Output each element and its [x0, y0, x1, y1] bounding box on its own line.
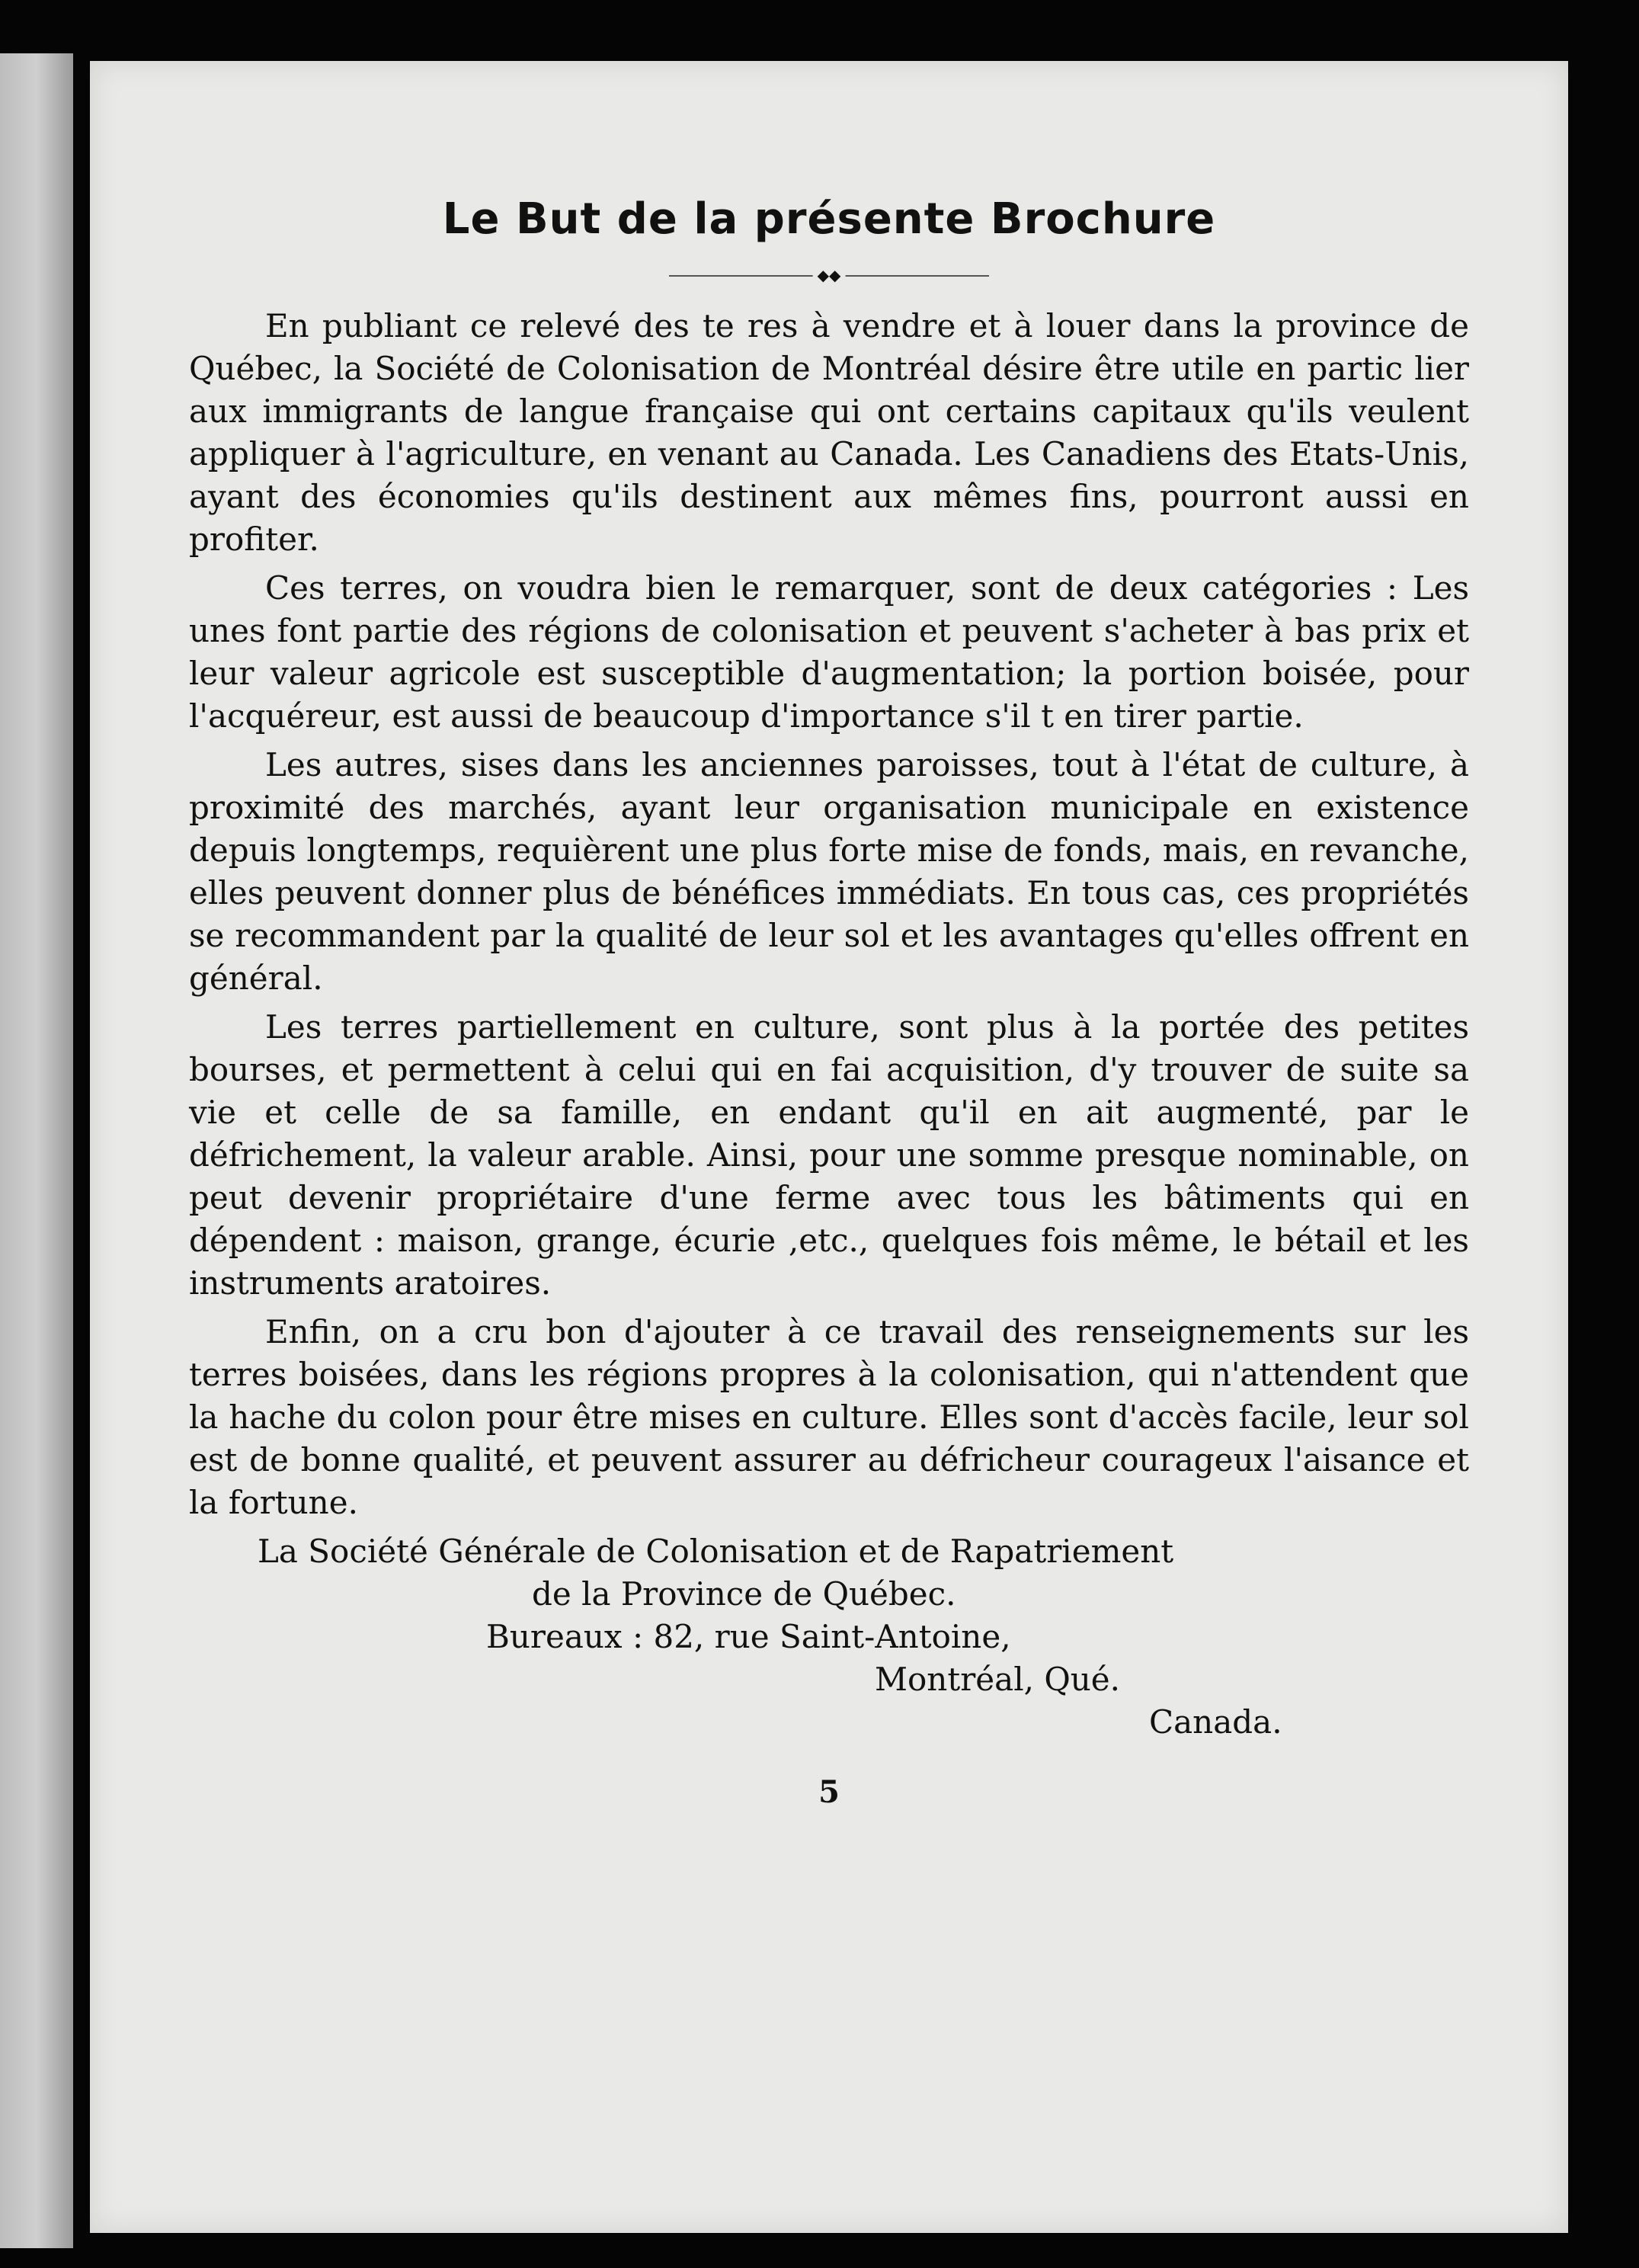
document-page	[90, 61, 1568, 2233]
page-content	[189, 194, 1469, 1810]
signature-province: de la Province de Québec.	[532, 1575, 956, 1613]
signature-city: Montréal, Qué.	[875, 1661, 1121, 1698]
paragraph-1: En publiant ce relevé des te res à vendre et à louer dans la province de Québec, la Société de Colonisation de Montréal désire être utile en partic lier aux immigrants de langue française qui ont certains capitaux qu'ils veulent appliquer à l'agriculture, en venant au Canada. Les Canadiens des Etats-Unis, ayant des économies qu'ils destinent aux mêmes fins, pourront aussi en profiter.	[189, 307, 1469, 558]
page-gutter	[73, 0, 90, 2268]
paragraph-3: Les autres, sises dans les anciennes paroisses, tout à l'état de culture, à proximité des marchés, ayant leur organisation municipale en existence depuis longtemps, requièrent une plus forte mise de fonds, mais, en revanche, elles peuvent donner plus de bénéfices immédiats. En tous cas, ces propriétés se recommandent par la qualité de leur sol et les avantages qu'elles offrent en général.	[189, 746, 1469, 997]
page-number: 5	[818, 1774, 840, 1810]
adjacent-page-edge	[0, 53, 73, 2248]
title-ornament	[669, 268, 989, 284]
signature-address: Bureaux : 82, rue Saint-Antoine,	[486, 1618, 1011, 1655]
paragraph-4: Les terres partiellement en culture, sont plus à la portée des petites bourses, et permettent à celui qui en fai acquisition, d'y trouver de suite sa vie et celle de sa famille, en endant qu'il en ait augmenté, par le défrichement, la valeur arable. Ainsi, pour une somme presque nominable, on peut devenir propriétaire d'une ferme avec tous les bâtiments qui en dépendent : maison, grange, écurie ,etc., quelques fois même, le bétail et les instruments aratoires.	[189, 1008, 1469, 1302]
paragraph-5: Enfin, on a cru bon d'ajouter à ce travail des renseignements sur les terres boisées, dans les régions propres à la colonisation, qui n'attendent que la hache du colon pour être mises en culture. Elles sont d'accès facile, leur sol est de bonne qualité, et peuvent assurer au défricheur courageux l'aisance et la fortune.	[189, 1313, 1469, 1521]
signature-organization: La Société Générale de Colonisation et de Rapatriement	[258, 1533, 1174, 1570]
signature-country: Canada.	[1149, 1703, 1282, 1741]
ornament-diamonds-icon: ◆◆	[813, 266, 846, 284]
page-title: Le But de la présente Brochure	[442, 194, 1216, 244]
signature-block	[189, 1530, 1469, 1744]
paragraph-2: Ces terres, on voudra bien le remarquer, sont de deux catégories : Les unes font partie des régions de colonisation et peuvent s'acheter à bas prix et leur valeur agricole est susceptible d'augmentation; la portion boisée, pour l'acquéreur, est aussi de beaucoup d'importance s'il t en tirer partie.	[189, 569, 1469, 735]
